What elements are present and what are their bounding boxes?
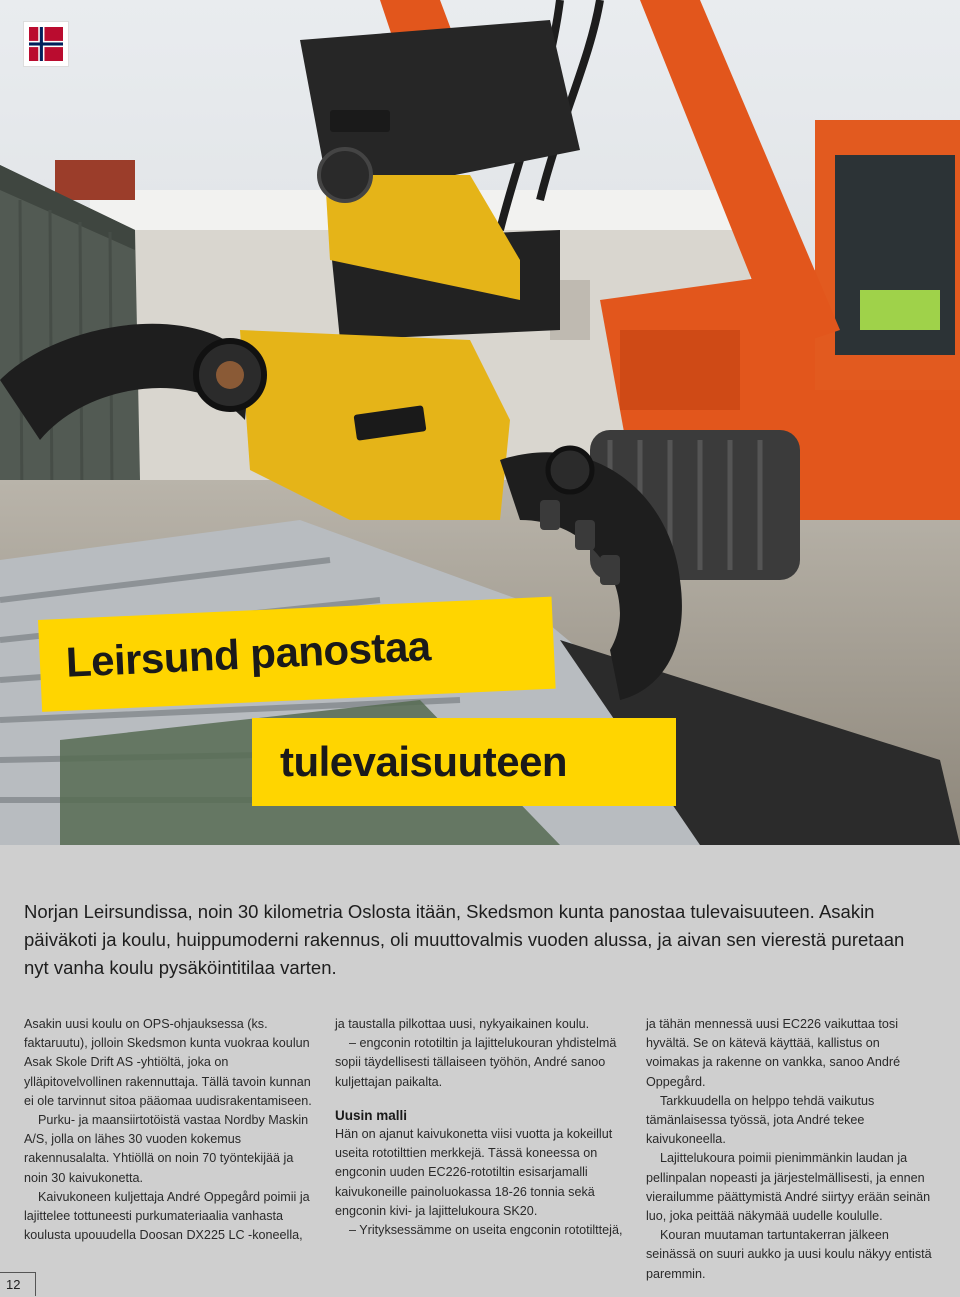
column-3-paragraph-2: Tarkkuudella on helppo tehdä vaikutus tämänlaisessa työssä, jota André tekee kaivukoneella.	[646, 1093, 875, 1147]
column-1-paragraph-3: Kaivukoneen kuljettaja André Oppegård poimii ja lajittelee tottuneesti purkumateriaalia vanhasta koulusta upouudella Doosan DX225 LC -koneella,	[24, 1189, 310, 1243]
title-line-1: Leirsund panostaa	[64, 622, 432, 686]
column-1-paragraph-1: Asakin uusi koulu on OPS-ohjauksessa (ks. faktaruutu), jolloin Skedsmon kunta vuokraa koulun Asak Skole Drift AS -yhtiöltä, joka on ylläpitovelvollinen rakennuttaja. Tällä tavoin kunnan ei ole tarvinnut sitoa pääomaa uudisrakentamiseen.	[24, 1017, 312, 1108]
section-heading: Uusin malli	[335, 1107, 408, 1123]
flag-graphic	[29, 27, 63, 61]
page-number: 12	[0, 1272, 36, 1296]
column-2	[335, 1015, 625, 1240]
column-2-paragraph-1: ja taustalla pilkottaa uusi, nykyaikainen koulu.	[335, 1017, 590, 1031]
column-1	[24, 1015, 314, 1245]
column-3-paragraph-4: Kouran muutaman tartuntakerran jälkeen seinässä on suuri aukko ja uusi koulu näkyy entistä paremmin.	[646, 1228, 932, 1281]
column-2-paragraph-2: – engconin rototiltin ja lajittelukouran yhdistelmä sopii täydellisesti tällaiseen työhön, André sanoo kuljettajan paikalta.	[335, 1036, 617, 1089]
column-2-paragraph-4: – Yrityksessämme on useita engconin rototilttejä,	[349, 1223, 623, 1238]
column-3	[646, 1015, 936, 1284]
lead-paragraph: Norjan Leirsundissa, noin 30 kilometria Oslosta itään, Skedsmon kunta panostaa tulevaisuuteen. Asakin päiväkoti ja koulu, huippumoderni rakennus, oli muuttovalmis vuoden alussa, ja aivan sen vierestä puretaan nyt vanha koulu pysäköintitilaa varten.	[24, 901, 905, 978]
column-2-paragraph-3: Hän on ajanut kaivukonetta viisi vuotta ja kokeillut useita rototilttien merkkejä. Tässä koneessa on engconin uuden EC226-rototiltin esisarjamalli kaivukoneille painoluokassa 18-26 tonnia sekä engconin kivi- ja lajittelukoura SK20.	[335, 1127, 613, 1218]
column-3-paragraph-1: ja tähän mennessä uusi EC226 vaikuttaa tosi hyvältä. Se on kätevä käyttää, kallistus on voimakas ja rakenne on vankka, sanoo André Oppegård.	[646, 1017, 901, 1089]
title-line-2: tulevaisuuteen	[280, 738, 568, 785]
column-3-paragraph-3: Lajittelukoura poimii pienimmänkin laudan ja pellinpalan nopeasti ja järjestelmällisesti, ja ennen vierailumme päättymistä André siirtyy erään seinän luo, joka peittää näkymää uudelle koululle.	[646, 1151, 931, 1224]
norway-flag-icon	[24, 22, 68, 66]
column-1-paragraph-2: Purku- ja maansiirtotöistä vastaa Nordby Maskin A/S, jolla on lähes 30 vuoden kokemus rakennusalalta. Yhtiöllä on noin 70 työntekijää ja noin 30 kaivukonetta.	[24, 1113, 309, 1185]
title-line-2-box	[252, 718, 676, 806]
